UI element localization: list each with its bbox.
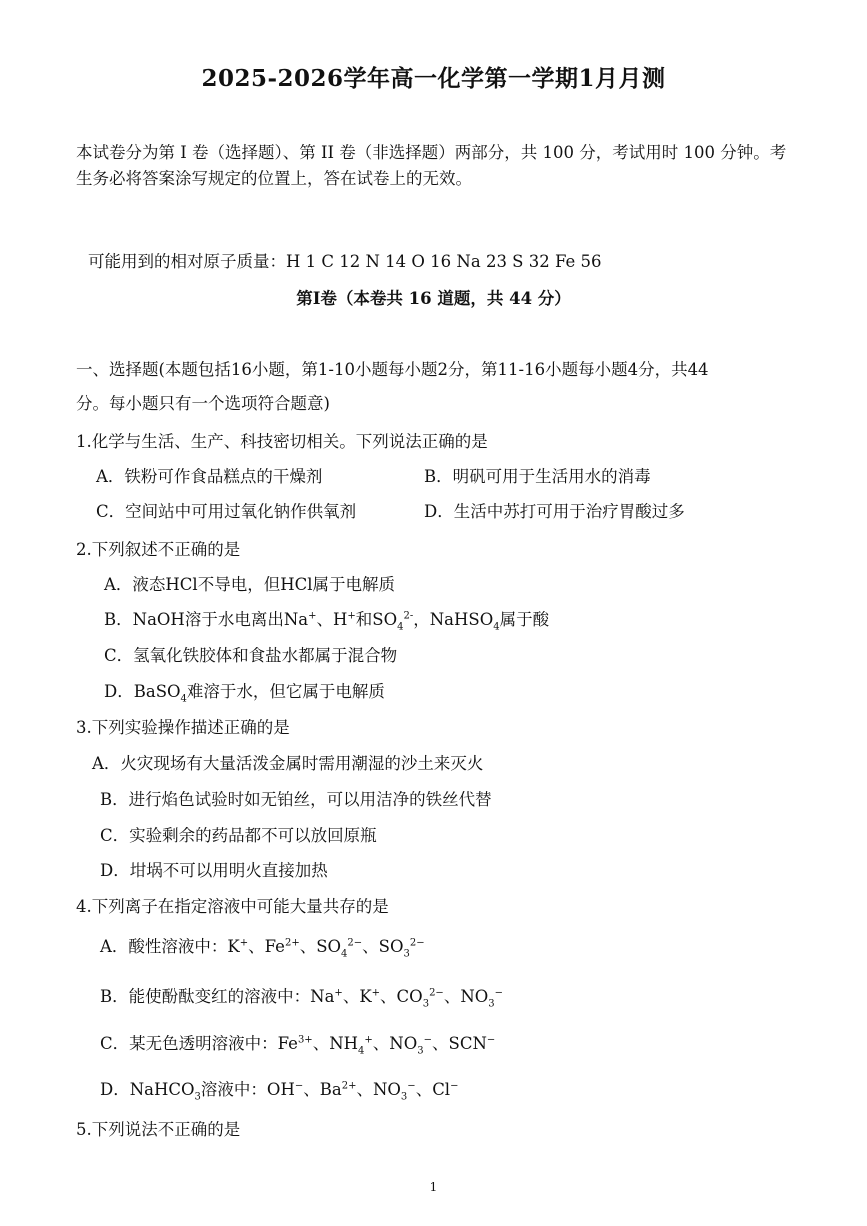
question-1-stem: 1.化学与生活、生产、科技密切相关。下列说法正确的是 (76, 432, 488, 451)
question-4-option-a: A．酸性溶液中：K+、$Fe^{2+}$、$SO_4^{2-}$、$SO_3^{2-}$ (100, 937, 425, 960)
question-2-option-a: A．液态HCl不导电，但HCl属于电解质 (104, 575, 395, 594)
atomic-masses: 可能用到的相对原子质量：H 1 C 12 N 14 O 16 Na 23 S 32 Fe 56 (88, 252, 602, 271)
page-number: 1 (429, 1180, 438, 1194)
question-3-option-b: B．进行焰色试验时如无铂丝，可以用洁净的铁丝代替 (100, 790, 492, 809)
exam-instructions: 本试卷分为第 I 卷（选择题）、第 II 卷（非选择题）两部分，共 100 分，考试用时 100 分钟。考生务必将答案涂写规定的位置上，答在试卷上的无效。 (76, 143, 787, 189)
question-1-option-d: D．生活中苏打可用于治疗胃酸过多 (424, 502, 685, 521)
question-4-option-c: C．某无色透明溶液中：$Fe^{3+}$、$NH_4^+$、$NO_3^-$、SCN− (100, 1034, 496, 1057)
question-2-stem: 2.下列叙述不正确的是 (76, 540, 241, 559)
question-3-option-a: A．火灾现场有大量活泼金属时需用潮湿的沙土来灭火 (92, 754, 484, 773)
question-3-stem: 3.下列实验操作描述正确的是 (76, 718, 290, 737)
question-5-stem: 5.下列说法不正确的是 (76, 1120, 241, 1139)
question-4-option-d: D．NaHCO$_3$溶液中：OH−、$Ba^{2+}$、$NO_3^-$、Cl− (100, 1080, 459, 1103)
page-title: 2025-2026学年高一化学第一学期1月月测 (201, 65, 666, 92)
part1-instructions-line1: 一、选择题(本题包括16小题，第1-10小题每小题2分，第11-16小题每小题4分，共44 (76, 360, 709, 379)
question-2-option-c: C．氢氧化铁胶体和食盐水都属于混合物 (104, 646, 398, 665)
part1-instructions-line2: 分。每小题只有一个选项符合题意) (76, 394, 330, 413)
question-1-option-a: A．铁粉可作食品糕点的干燥剂 (96, 467, 323, 486)
question-4-stem: 4.下列离子在指定溶液中可能大量共存的是 (76, 897, 389, 916)
question-1-option-b: B．明矾可用于生活用水的消毒 (424, 467, 651, 486)
question-2-option-b: B．NaOH溶于水电离出Na+、H+和$SO_4^{2-}$，NaHSO$_4$属于酸 (104, 610, 550, 633)
question-4-option-b: B．能使酚酞变红的溶液中：Na+、K+、$CO_3^{2-}$、$NO_3^-$ (100, 987, 504, 1010)
question-1-option-c: C．空间站中可用过氧化钠作供氧剂 (96, 502, 357, 521)
question-2-option-d: D．BaSO$_4$难溶于水，但它属于电解质 (104, 682, 385, 705)
section-header: 第I卷（本卷共 16 道题，共 44 分） (296, 289, 571, 308)
question-3-option-d: D．坩埚不可以用明火直接加热 (100, 861, 328, 880)
question-3-option-c: C．实验剩余的药品都不可以放回原瓶 (100, 826, 377, 845)
